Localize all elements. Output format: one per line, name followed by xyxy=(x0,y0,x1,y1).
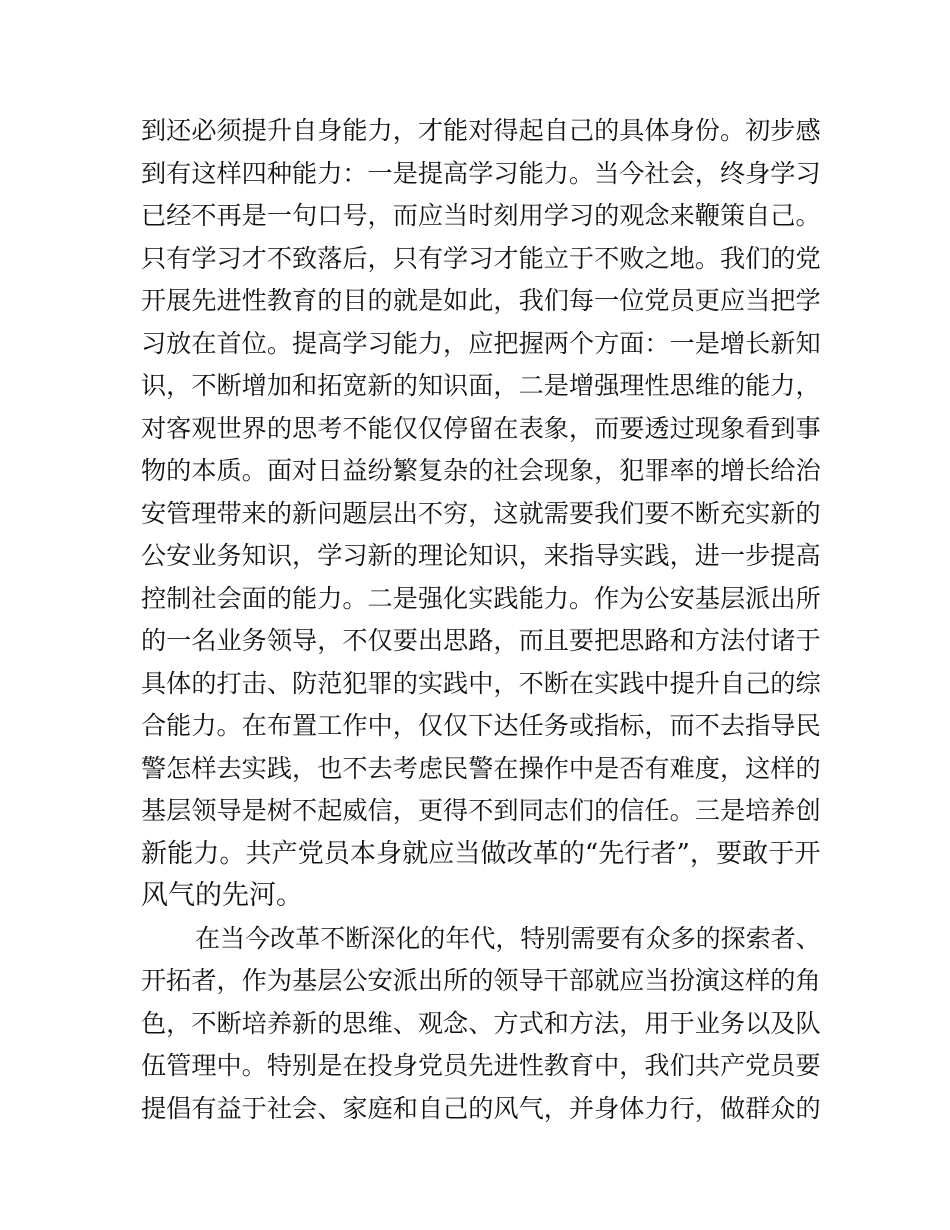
body-text xyxy=(141,110,821,1130)
text-line: 开拓者，作为基层公安派出所的领导干部就应当扮演这样的角 xyxy=(141,966,821,995)
text-line: 到还必须提升自身能力，才能对得起自己的具体身份。初步感 xyxy=(141,116,821,145)
text-line: 的一名业务领导，不仅要出思路，而且要把思路和方法付诸于 xyxy=(141,626,821,655)
text-line: 识，不断增加和拓宽新的知识面，二是增强理性思维的能力， xyxy=(141,371,821,400)
text-line: 具体的打击、防范犯罪的实践中，不断在实践中提升自己的综 xyxy=(141,668,821,698)
text-line: 控制社会面的能力。二是强化实践能力。作为公安基层派出所 xyxy=(141,583,821,613)
text-line: 合能力。在布置工作中，仅仅下达任务或指标，而不去指导民 xyxy=(141,711,821,740)
text-line: 色，不断培养新的思维、观念、方式和方法，用于业务以及队 xyxy=(141,1008,821,1038)
text-line: 警怎样去实践，也不去考虑民警在操作中是否有难度，这样的 xyxy=(141,753,821,783)
text-line: 对客观世界的思考不能仅仅停留在表象，而要透过现象看到事 xyxy=(141,413,821,443)
text-line: 习放在首位。提高学习能力，应把握两个方面：一是增长新知 xyxy=(141,328,821,358)
text-line: 在当今改革不断深化的年代，特别需要有众多的探索者、 xyxy=(195,923,821,953)
text-line: 伍管理中。特别是在投身党员先进性教育中，我们共产党员要 xyxy=(141,1051,821,1080)
text-line: 只有学习才不致落后，只有学习才能立于不败之地。我们的党 xyxy=(141,243,821,273)
text-line: 新能力。共产党员本身就应当做改革的“先行者”，要敢于开 xyxy=(141,838,821,869)
text-line: 公安业务知识，学习新的理论知识，来指导实践，进一步提高 xyxy=(141,541,821,570)
text-line: 开展先进性教育的目的就是如此，我们每一位党员更应当把学 xyxy=(141,286,821,315)
text-line: 基层领导是树不起威信，更得不到同志们的信任。三是培养创 xyxy=(141,796,821,825)
text-line: 风气的先河。 xyxy=(141,880,303,911)
text-line: 已经不再是一句口号，而应当时刻用学习的观念来鞭策自己。 xyxy=(141,201,821,230)
text-line: 到有这样四种能力：一是提高学习能力。当今社会，终身学习 xyxy=(141,158,821,188)
text-line: 安管理带来的新问题层出不穷，这就需要我们要不断充实新的 xyxy=(141,498,821,528)
paragraph xyxy=(141,110,821,918)
text-line: 物的本质。面对日益纷繁复杂的社会现象，犯罪率的增长给治 xyxy=(141,456,821,485)
paragraph xyxy=(141,918,821,1131)
text-line: 提倡有益于社会、家庭和自己的风气，并身体力行，做群众的 xyxy=(141,1093,821,1123)
